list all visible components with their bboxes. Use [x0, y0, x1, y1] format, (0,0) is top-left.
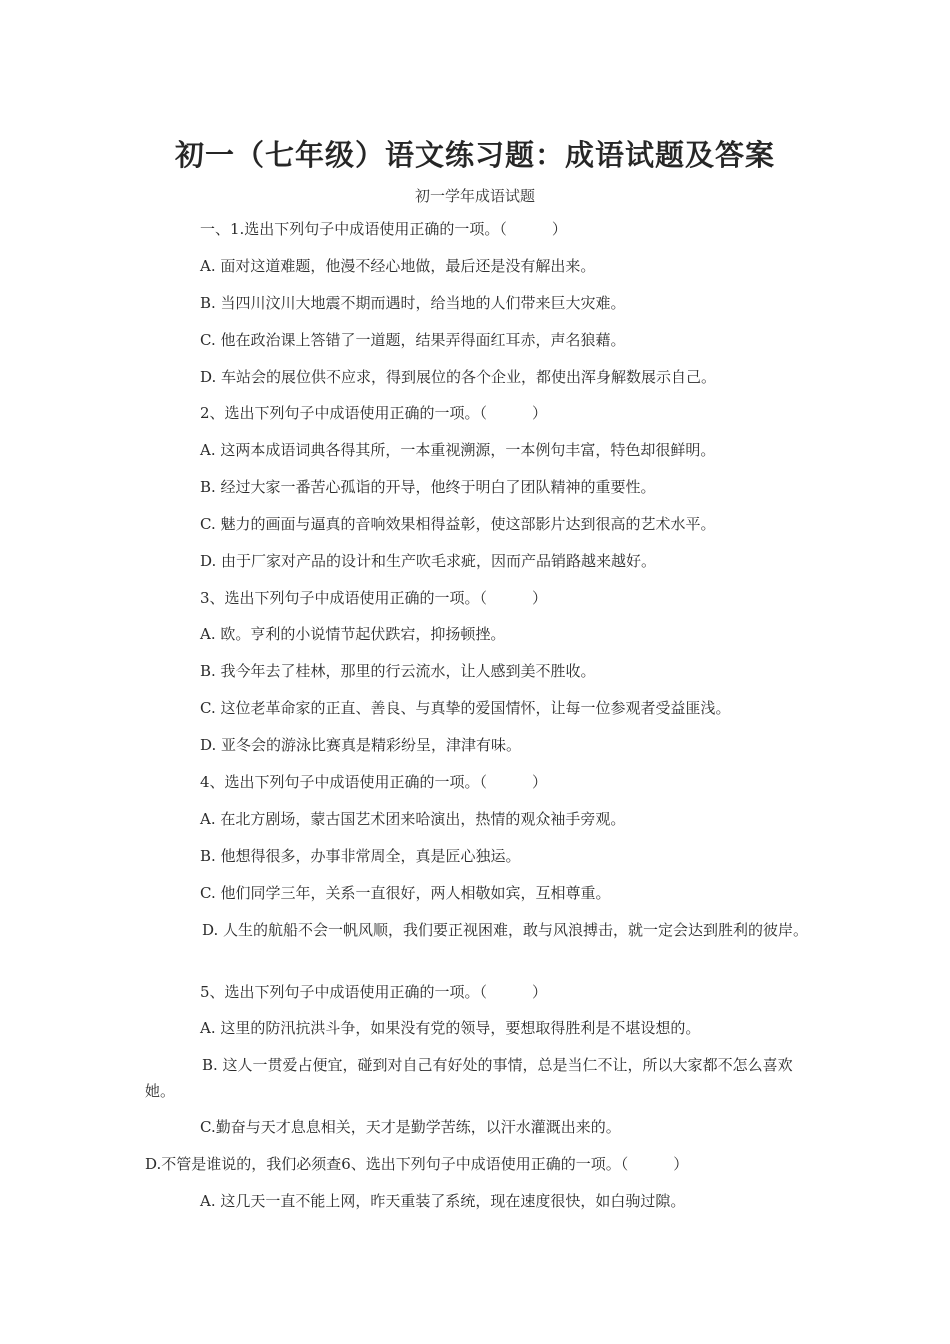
question-1-option-a: A. 面对这道难题，他漫不经心地做，最后还是没有解出来。: [200, 257, 596, 275]
question-3-option-b: B. 我今年去了桂林，那里的行云流水，让人感到美不胜收。: [200, 662, 596, 680]
question-3-stem: 3、选出下列句子中成语使用正确的一项。（ ）: [200, 589, 548, 607]
question-2-option-b: B. 经过大家一番苦心孤诣的开导，他终于明白了团队精神的重要性。: [200, 478, 656, 496]
question-2-option-a: A. 这两本成语词典各得其所，一本重视溯源，一本例句丰富，特色却很鲜明。: [200, 441, 716, 459]
question-1-option-c: C. 他在政治课上答错了一道题，结果弄得面红耳赤，声名狼藉。: [200, 331, 626, 349]
question-4-option-a: A. 在北方剧场，蒙古国艺术团来哈演出，热情的观众袖手旁观。: [200, 810, 626, 828]
page-subtitle: 初一学年成语试题: [414, 187, 535, 205]
question-3-option-c: C. 这位老革命家的正直、善良、与真挚的爱国情怀，让每一位参观者受益匪浅。: [200, 699, 731, 717]
question-2-option-d: D. 由于厂家对产品的设计和生产吹毛求疵，因而产品销路越来越好。: [200, 552, 657, 570]
question-2-stem: 2、选出下列句子中成语使用正确的一项。（ ）: [200, 404, 548, 422]
question-1-stem: 一、1.选出下列句子中成语使用正确的一项。（ ）: [200, 220, 567, 238]
question-4-stem: 4、选出下列句子中成语使用正确的一项。（ ）: [200, 773, 548, 791]
question-5-option-b: B. 这人一贯爱占便宜，碰到对自己有好处的事情，总是当仁不让，所以大家都不怎么喜欢她。: [145, 1056, 793, 1100]
question-3-option-a: A. 欧。亨利的小说情节起伏跌宕，抑扬顿挫。: [200, 625, 506, 643]
question-4-option-c: C. 他们同学三年，关系一直很好，两人相敬如宾，互相尊重。: [200, 884, 611, 902]
question-6-option-a: A. 这几天一直不能上网，昨天重装了系统，现在速度很快，如白驹过隙。: [200, 1192, 686, 1210]
question-4-option-d: D. 人生的航船不会一帆风顺，我们要正视困难，敢与风浪搏击，就一定会达到胜利的彼岸。: [202, 921, 809, 939]
question-5-stem: 5、选出下列句子中成语使用正确的一项。（ ）: [200, 983, 548, 1001]
question-1-option-b: B. 当四川汶川大地震不期而遇时，给当地的人们带来巨大灾难。: [200, 294, 626, 312]
question-1-option-d: D. 车站会的展位供不应求，得到展位的各个企业，都使出浑身解数展示自己。: [200, 368, 717, 386]
question-2-option-c: C. 魅力的画面与逼真的音响效果相得益彰，使这部影片达到很高的艺术水平。: [200, 515, 716, 533]
page-title: 初一（七年级）语文练习题：成语试题及答案: [174, 138, 775, 172]
question-5-option-c: C.勤奋与天才息息相关，天才是勤学苦练，以汗水灌溉出来的。: [200, 1118, 621, 1136]
question-3-option-d: D. 亚冬会的游泳比赛真是精彩纷呈，津津有味。: [200, 736, 522, 754]
question-5-option-a: A. 这里的防汛抗洪斗争，如果没有党的领导，要想取得胜利是不堪设想的。: [200, 1019, 701, 1037]
question-5-option-d-and-question-6-stem: D.不管是谁说的，我们必须查6、选出下列句子中成语使用正确的一项。（ ）: [145, 1155, 689, 1173]
question-4-option-b: B. 他想得很多，办事非常周全，真是匠心独运。: [200, 847, 521, 865]
